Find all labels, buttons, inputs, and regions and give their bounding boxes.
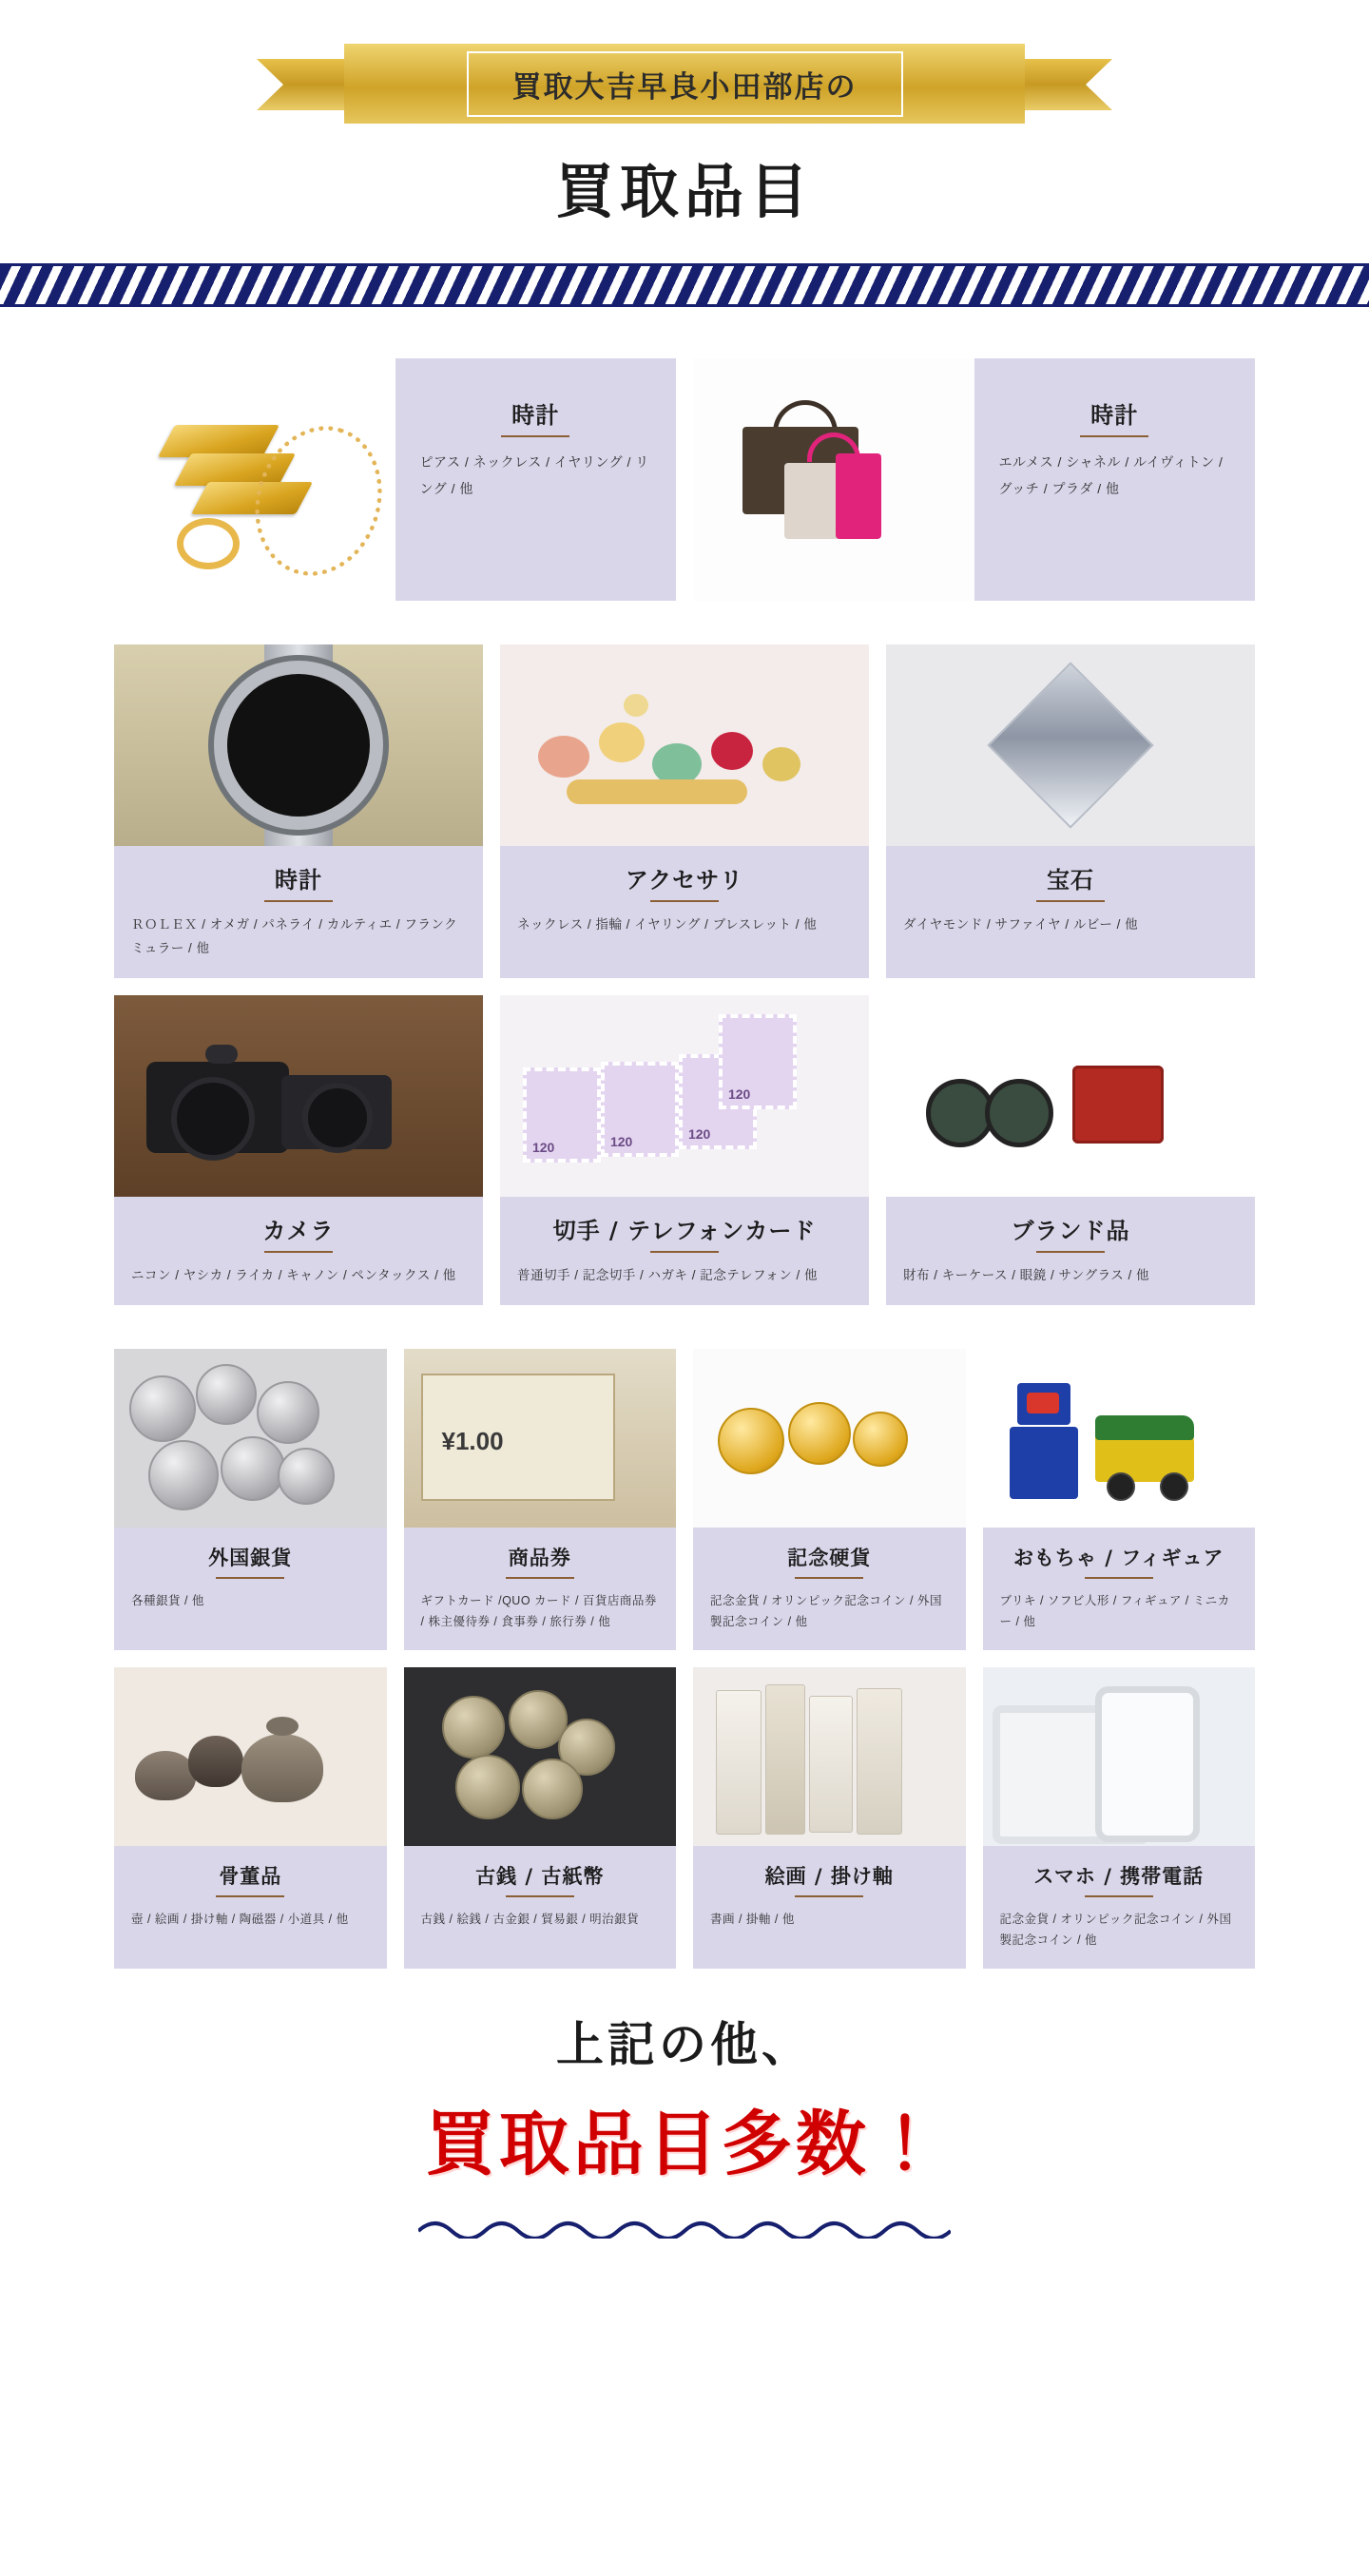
ribbon-text: 買取大吉早良小田部店の [467, 51, 903, 117]
category-grid [0, 307, 1369, 1969]
category-photo [500, 995, 869, 1197]
category-title: おもちゃ / フィギュア [1000, 1543, 1239, 1579]
category-info [404, 1528, 677, 1650]
wristwatch-photo [114, 644, 483, 846]
category-desc: ニコン / ヤシカ / ライカ / キャノン / ペンタックス / 他 [131, 1267, 456, 1282]
category-photo [886, 644, 1255, 846]
category-info [693, 1528, 966, 1650]
category-card[interactable] [114, 644, 483, 978]
category-card[interactable] [114, 995, 483, 1305]
category-photo [693, 1667, 966, 1846]
category-desc: 記念金貨 / オリンピック記念コイン / 外国製記念コイン / 他 [710, 1593, 942, 1629]
category-card[interactable] [114, 1667, 387, 1969]
postage-stamps-photo: 120 120 120 120 [500, 995, 869, 1197]
category-photo [114, 1667, 387, 1846]
ribbon-center [344, 44, 1025, 124]
category-photo [693, 358, 974, 601]
sunglasses-and-wallet-photo [886, 995, 1255, 1197]
category-card[interactable] [114, 358, 676, 601]
category-desc: ダイヤモンド / サファイヤ / ルビー / 他 [902, 917, 1139, 932]
category-card[interactable] [886, 995, 1255, 1305]
category-info [974, 358, 1256, 601]
category-title: スマホ / 携帯電話 [1000, 1861, 1239, 1897]
category-photo [500, 644, 869, 846]
page-header [0, 0, 1369, 229]
tin-toys-photo [983, 1349, 1256, 1528]
category-title: 古銭 / 古紙幣 [421, 1861, 660, 1897]
category-info [886, 846, 1255, 978]
category-desc: ＲＯＬＥＸ / オメガ / パネライ / カルティエ / フランクミュラー / 他 [131, 917, 458, 955]
category-row [114, 995, 1255, 1305]
category-info [114, 1846, 387, 1969]
category-info [983, 1528, 1256, 1650]
category-card[interactable] [404, 1667, 677, 1969]
gold-bars-and-necklace-photo [114, 358, 395, 601]
category-card[interactable] [693, 358, 1255, 601]
category-title: 時計 [131, 861, 466, 902]
page-title: 買取品目 [554, 157, 814, 226]
category-info [983, 1846, 1256, 1969]
category-photo [114, 1349, 387, 1528]
category-card[interactable] [114, 1349, 387, 1650]
category-card[interactable] [886, 644, 1255, 978]
category-title: 商品券 [421, 1543, 660, 1579]
gift-certificate-photo: ¥1.00 [404, 1349, 677, 1528]
category-desc: ピアス / ネックレス / イヤリング / リング / 他 [419, 454, 649, 496]
category-title: 記念硬貨 [710, 1543, 949, 1579]
wave-divider [418, 2214, 951, 2239]
footer-subtitle: 上記の他、 [556, 2015, 813, 2072]
diamond-shape [987, 662, 1153, 828]
designer-handbag-photo [693, 358, 974, 601]
category-info [395, 358, 677, 601]
category-desc: ブリキ / ソフビ人形 / フィギュア / ミニカー / 他 [999, 1593, 1230, 1629]
category-info [114, 1528, 387, 1650]
category-desc: 書画 / 掛軸 / 他 [710, 1912, 795, 1926]
diamond-gemstone-photo [886, 644, 1255, 846]
footer-headline: 買取品目多数！ [425, 2103, 944, 2185]
category-photo [983, 1667, 1256, 1846]
category-title: ブランド品 [903, 1212, 1238, 1253]
hanging-scroll-photo [693, 1667, 966, 1846]
category-photo [693, 1349, 966, 1528]
old-coins-photo [404, 1667, 677, 1846]
category-photo [114, 644, 483, 846]
commemorative-gold-coins-photo [693, 1349, 966, 1528]
category-desc: 各種銀貨 / 他 [131, 1593, 204, 1607]
page-footer [0, 2007, 1369, 2281]
category-desc: 財布 / キーケース / 眼鏡 / サングラス / 他 [902, 1267, 1149, 1282]
category-title: 宝石 [903, 861, 1238, 902]
category-card[interactable] [500, 644, 869, 978]
category-info [114, 846, 483, 978]
ribbon-banner [257, 36, 1112, 124]
category-photo [114, 995, 483, 1197]
category-info [886, 1197, 1255, 1305]
watch-dial [214, 661, 383, 830]
category-card[interactable] [404, 1349, 677, 1650]
foreign-silver-coins-photo [114, 1349, 387, 1528]
category-title: 外国銀貨 [131, 1543, 370, 1579]
category-card[interactable] [983, 1667, 1256, 1969]
category-card[interactable] [983, 1349, 1256, 1650]
category-desc: ネックレス / 指輪 / イヤリング / ブレスレット / 他 [516, 917, 818, 932]
category-desc: 記念金貨 / オリンピック記念コイン / 外国製記念コイン / 他 [999, 1912, 1232, 1948]
gold-jewelry-photo [500, 644, 869, 846]
category-desc: 壺 / 絵画 / 掛け軸 / 陶磁器 / 小道具 / 他 [131, 1912, 349, 1926]
category-photo [886, 995, 1255, 1197]
smartphone-tablet-photo [983, 1667, 1256, 1846]
category-title: 切手 / テレフォンカード [517, 1212, 852, 1253]
category-row [114, 1349, 1255, 1650]
category-photo [114, 358, 395, 601]
category-title: 絵画 / 掛け軸 [710, 1861, 949, 1897]
category-desc: エルメス / シャネル / ルイヴィトン / グッチ / プラダ / 他 [998, 454, 1224, 496]
camera-photo [114, 995, 483, 1197]
category-card[interactable] [693, 1349, 966, 1650]
category-photo [983, 1349, 1256, 1528]
category-info [500, 1197, 869, 1305]
diagonal-stripe-divider [0, 263, 1369, 307]
category-title: 骨董品 [131, 1861, 370, 1897]
category-info [404, 1846, 677, 1969]
category-title: アクセサリ [517, 861, 852, 902]
antique-pottery-photo [114, 1667, 387, 1846]
category-card[interactable] [500, 995, 869, 1305]
category-row [114, 1667, 1255, 1969]
category-info [693, 1846, 966, 1969]
category-title: 時計 [420, 396, 652, 437]
category-desc: 古銭 / 絵銭 / 古金銀 / 貿易銀 / 明治銀貨 [420, 1912, 640, 1926]
category-photo [404, 1667, 677, 1846]
category-title: カメラ [131, 1212, 466, 1253]
category-desc: 普通切手 / 記念切手 / ハガキ / 記念テレフォン / 他 [516, 1267, 819, 1282]
category-photo [404, 1349, 677, 1528]
category-card[interactable] [693, 1667, 966, 1969]
category-title: 時計 [999, 396, 1231, 437]
category-row [114, 358, 1255, 601]
category-row [114, 644, 1255, 978]
category-info [114, 1197, 483, 1305]
category-desc: ギフトカード /QUO カード / 百貨店商品券 / 株主優待券 / 食事券 / 旅行券 / 他 [420, 1593, 657, 1629]
category-info [500, 846, 869, 978]
